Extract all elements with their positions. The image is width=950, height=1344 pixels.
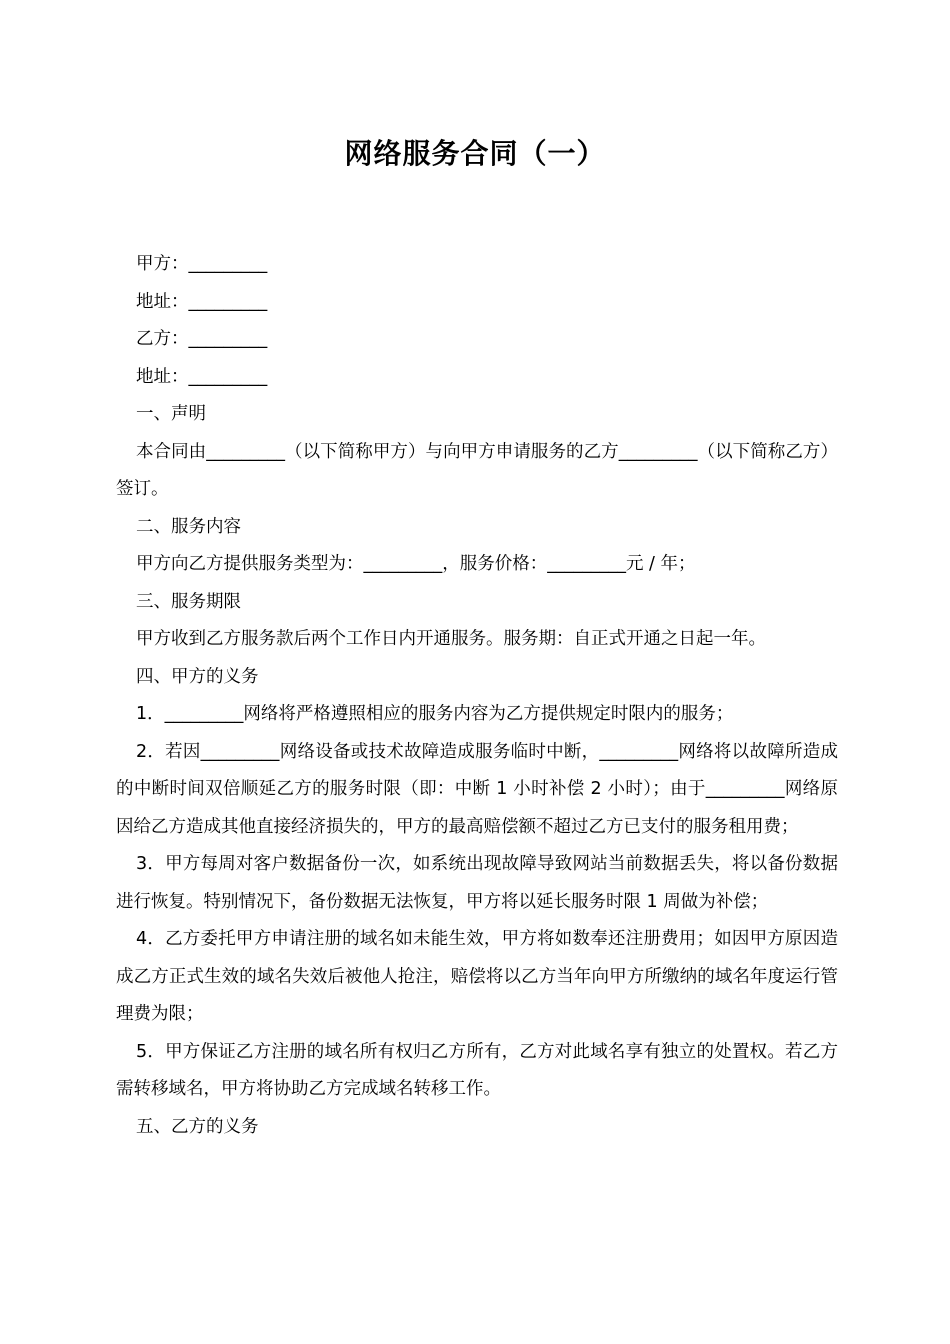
field-label: 乙方： bbox=[136, 329, 189, 349]
field-address-a bbox=[116, 284, 838, 322]
section-heading-party-b-obligations: 五、乙方的义务 bbox=[136, 1116, 259, 1137]
field-label: 地址： bbox=[136, 366, 189, 387]
list-item: 3．甲方每周对客户数据备份一次，如系统出现故障导致网站当前数据丢失，将以备份数据进行恢复。特别情况下，备份数据无法恢复，甲方将以延长服务时限 1 周做为补偿； bbox=[116, 854, 838, 912]
field-blank: _________ bbox=[188, 291, 268, 312]
field-party-b bbox=[116, 321, 838, 359]
field-label: 甲方： bbox=[136, 254, 189, 274]
section-heading-service-content: 二、服务内容 bbox=[136, 516, 241, 537]
list-item: 2．若因_________网络设备或技术故障造成服务临时中断，_________网络将以故障所造成的中断时间双倍顺延乙方的服务时限（即：中断 1 小时补偿 2 小时）；由于_________网络原因给乙方造成其他直接经济损失的，甲方的最高赔偿额不超过乙方已支付的服务租用费； bbox=[116, 741, 838, 837]
section-heading-party-a-obligations: 四、甲方的义务 bbox=[136, 666, 259, 687]
list-item: 1．_________网络将严格遵照相应的服务内容为乙方提供规定时限内的服务； bbox=[136, 704, 734, 724]
page-title: 网络服务合同（一） bbox=[344, 137, 606, 170]
section-heading-declaration: 一、声明 bbox=[136, 404, 206, 424]
field-address-b bbox=[116, 359, 838, 397]
list-item: 4．乙方委托甲方申请注册的域名如未能生效，甲方将如数奉还注册费用；如因甲方原因造成乙方正式生效的域名失效后被他人抢注，赔偿将以乙方当年向甲方所缴纳的域名年度运行管理费为限； bbox=[116, 929, 838, 1024]
field-party-a bbox=[116, 246, 838, 284]
field-blank: _________ bbox=[188, 366, 268, 387]
field-blank: _________ bbox=[188, 254, 268, 274]
list-item: 5．甲方保证乙方注册的域名所有权归乙方所有，乙方对此域名享有独立的处置权。若乙方需转移域名，甲方将协助乙方完成域名转移工作。 bbox=[116, 1041, 838, 1099]
section-heading-service-term: 三、服务期限 bbox=[136, 591, 241, 612]
paragraph-service-content: 甲方向乙方提供服务类型为：_________，服务价格：_________元 / 年； bbox=[136, 554, 696, 574]
field-label: 地址： bbox=[136, 291, 189, 312]
paragraph-service-term: 甲方收到乙方服务款后两个工作日内开通服务。服务期：自正式开通之日起一年。 bbox=[136, 629, 766, 649]
field-blank: _________ bbox=[188, 329, 268, 349]
contract-body bbox=[116, 246, 838, 1146]
paragraph-declaration: 本合同由_________（以下简称甲方）与向甲方申请服务的乙方_________（以下简称乙方）签订。 bbox=[116, 441, 838, 499]
